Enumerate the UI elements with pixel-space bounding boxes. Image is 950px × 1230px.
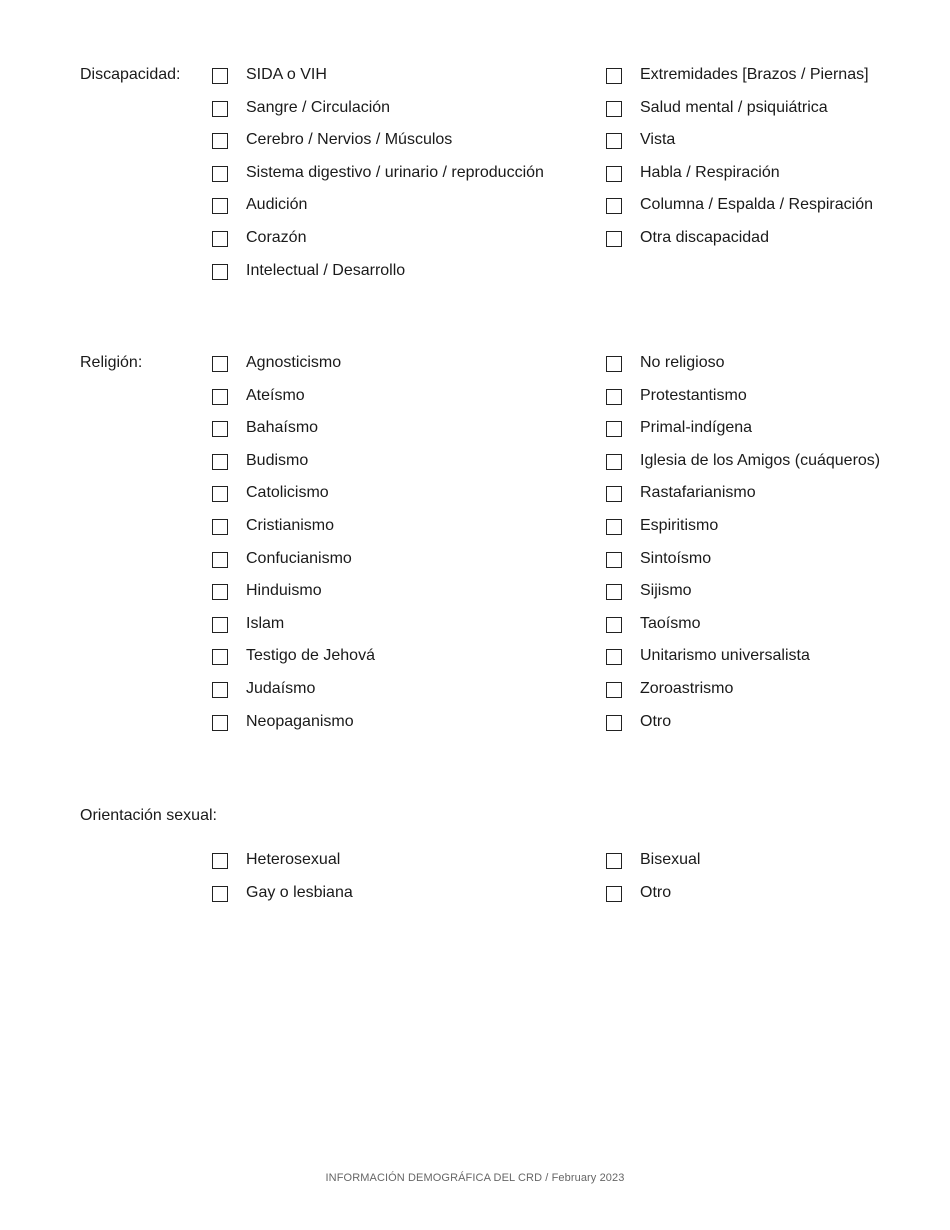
option-otro-orientacion[interactable] — [606, 883, 700, 916]
option-heterosexual[interactable] — [212, 850, 353, 883]
option-confucianismo[interactable] — [212, 549, 375, 582]
option-iglesia-amigos[interactable] — [606, 451, 880, 484]
checkbox[interactable] — [212, 389, 228, 405]
checkbox[interactable] — [212, 133, 228, 149]
checkbox[interactable] — [606, 231, 622, 247]
checkbox[interactable] — [606, 617, 622, 633]
option-label: Habla / Respiración — [640, 163, 780, 181]
option-label: Corazón — [246, 228, 307, 246]
checkbox[interactable] — [606, 101, 622, 117]
option-columna-espalda[interactable] — [606, 195, 873, 228]
option-taoismo[interactable] — [606, 614, 880, 647]
option-label: Heterosexual — [246, 851, 341, 868]
checkbox[interactable] — [212, 519, 228, 535]
option-agnosticismo[interactable] — [212, 353, 375, 386]
checkbox[interactable] — [212, 552, 228, 568]
option-extremidades[interactable] — [606, 65, 873, 98]
option-hinduismo[interactable] — [212, 581, 375, 614]
checkbox[interactable] — [212, 486, 228, 502]
orientation-left-column — [212, 850, 353, 915]
religion-left-column — [212, 353, 375, 744]
checkbox[interactable] — [212, 101, 228, 117]
checkbox[interactable] — [606, 454, 622, 470]
option-vista[interactable] — [606, 130, 873, 163]
checkbox[interactable] — [606, 715, 622, 731]
option-sintoismo[interactable] — [606, 549, 880, 582]
option-label: Unitarismo universalista — [640, 647, 810, 665]
option-cristianismo[interactable] — [212, 516, 375, 549]
option-protestantismo[interactable] — [606, 386, 880, 419]
option-sangre-circulacion[interactable] — [212, 98, 544, 131]
option-label: Taoísmo — [640, 614, 701, 632]
option-label: Cerebro / Nervios / Músculos — [246, 131, 453, 149]
checkbox[interactable] — [212, 454, 228, 470]
checkbox[interactable] — [212, 68, 228, 84]
checkbox[interactable] — [212, 356, 228, 372]
checkbox[interactable] — [606, 133, 622, 149]
option-label: Budismo — [246, 451, 309, 469]
option-label: Salud mental / psiquiátrica — [640, 98, 828, 116]
option-label: Confucianismo — [246, 549, 352, 567]
checkbox[interactable] — [606, 649, 622, 665]
checkbox[interactable] — [606, 853, 622, 869]
option-salud-mental[interactable] — [606, 98, 873, 131]
option-label: Sintoísmo — [640, 549, 712, 567]
option-label: Intelectual / Desarrollo — [246, 261, 406, 279]
checkbox[interactable] — [212, 617, 228, 633]
option-islam[interactable] — [212, 614, 375, 647]
option-primal-indigena[interactable] — [606, 418, 880, 451]
option-habla-respiracion[interactable] — [606, 163, 873, 196]
option-otra-discapacidad[interactable] — [606, 228, 873, 261]
option-label: No religioso — [640, 354, 725, 371]
option-label: Rastafarianismo — [640, 484, 756, 502]
option-gay-lesbiana[interactable] — [212, 883, 353, 916]
option-label: Agnosticismo — [246, 354, 342, 371]
option-budismo[interactable] — [212, 451, 375, 484]
option-audicion[interactable] — [212, 195, 544, 228]
option-no-religioso[interactable] — [606, 353, 880, 386]
checkbox[interactable] — [606, 356, 622, 372]
checkbox[interactable] — [212, 166, 228, 182]
option-sida-vih[interactable] — [212, 65, 544, 98]
checkbox[interactable] — [212, 584, 228, 600]
option-label: Sijismo — [640, 582, 692, 600]
option-sijismo[interactable] — [606, 581, 880, 614]
option-rastafarianismo[interactable] — [606, 483, 880, 516]
option-label: Columna / Espalda / Respiración — [640, 196, 874, 214]
option-espiritismo[interactable] — [606, 516, 880, 549]
disability-left-column — [212, 65, 544, 293]
option-label: Audición — [246, 196, 308, 214]
orientation-right-column — [606, 850, 700, 915]
option-label: Cristianismo — [246, 516, 335, 534]
option-label: Otra discapacidad — [640, 228, 769, 246]
orientation-label: Orientación sexual: — [80, 807, 217, 824]
option-label: Gay o lesbiana — [246, 883, 353, 901]
option-label: Primal-indígena — [640, 419, 753, 437]
option-label: Bisexual — [640, 851, 701, 868]
option-label: Sistema digestivo / urinario / reproducción — [246, 163, 544, 181]
option-label: Neopaganismo — [246, 712, 354, 730]
option-unitarismo-universalista[interactable] — [606, 646, 880, 679]
disability-right-column — [606, 65, 873, 261]
option-label: Islam — [246, 614, 285, 632]
checkbox[interactable] — [606, 682, 622, 698]
option-label: Testigo de Jehová — [246, 647, 375, 665]
option-label: Catolicismo — [246, 484, 329, 502]
religion-right-column — [606, 353, 880, 744]
checkbox[interactable] — [212, 421, 228, 437]
option-corazon[interactable] — [212, 228, 544, 261]
checkbox[interactable] — [606, 584, 622, 600]
page-footer: INFORMACIÓN DEMOGRÁFICA DEL CRD / February 2023 — [325, 1172, 625, 1184]
checkbox[interactable] — [606, 486, 622, 502]
checkbox[interactable] — [212, 886, 228, 902]
religion-label: Religión: — [80, 354, 143, 371]
checkbox[interactable] — [606, 166, 622, 182]
option-sistema-digestivo[interactable] — [212, 163, 544, 196]
checkbox[interactable] — [212, 682, 228, 698]
option-cerebro-nervios-musculos[interactable] — [212, 130, 544, 163]
checkbox[interactable] — [606, 886, 622, 902]
option-label: Hinduismo — [246, 582, 322, 600]
checkbox[interactable] — [212, 853, 228, 869]
checkbox[interactable] — [606, 421, 622, 437]
checkbox[interactable] — [212, 231, 228, 247]
checkbox[interactable] — [212, 715, 228, 731]
option-judaismo[interactable] — [212, 679, 375, 712]
checkbox[interactable] — [606, 552, 622, 568]
option-label: Ateísmo — [246, 386, 305, 404]
option-label: Espiritismo — [640, 516, 719, 534]
option-bisexual[interactable] — [606, 850, 700, 883]
checkbox[interactable] — [606, 389, 622, 405]
option-label: Otro — [640, 712, 672, 730]
option-label: Otro — [640, 883, 672, 901]
option-zoroastrismo[interactable] — [606, 679, 880, 712]
checkbox[interactable] — [212, 264, 228, 280]
option-label: Sangre / Circulación — [246, 98, 391, 116]
option-label: Vista — [640, 131, 676, 149]
disability-label: Discapacidad: — [80, 66, 181, 83]
checkbox[interactable] — [212, 198, 228, 214]
checkbox[interactable] — [606, 198, 622, 214]
option-otro-religion[interactable] — [606, 712, 880, 745]
checkbox[interactable] — [606, 519, 622, 535]
option-label: Protestantismo — [640, 386, 747, 404]
option-ateismo[interactable] — [212, 386, 375, 419]
checkbox[interactable] — [606, 68, 622, 84]
option-label: Zoroastrismo — [640, 679, 734, 697]
option-label: Iglesia de los Amigos (cuáqueros) — [640, 451, 881, 469]
option-neopaganismo[interactable] — [212, 712, 375, 745]
option-label: SIDA o VIH — [246, 66, 327, 83]
option-label: Bahaísmo — [246, 419, 319, 437]
option-testigo-jehova[interactable] — [212, 646, 375, 679]
option-bahaismo[interactable] — [212, 418, 375, 451]
option-catolicismo[interactable] — [212, 483, 375, 516]
option-label: Extremidades [Brazos / Piernas] — [640, 66, 869, 83]
option-label: Judaísmo — [246, 679, 316, 697]
checkbox[interactable] — [212, 649, 228, 665]
option-intelectual-desarrollo[interactable] — [212, 261, 544, 294]
